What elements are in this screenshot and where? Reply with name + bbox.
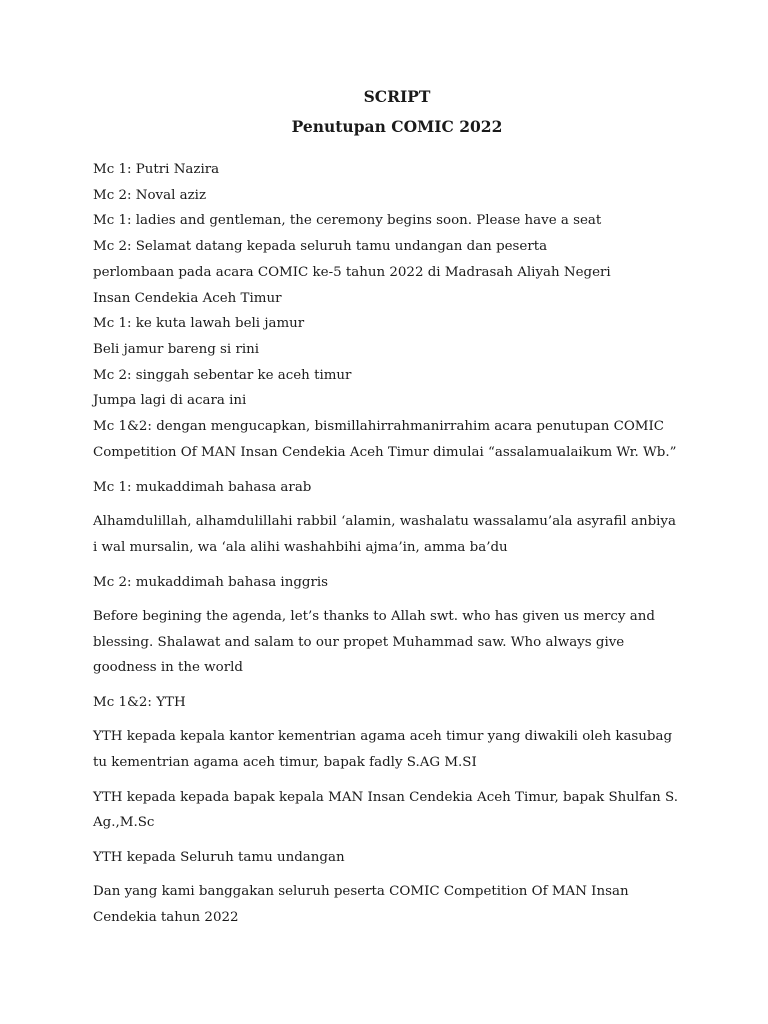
script-line: Mc 1: ke kuta lawah beli jamur [93,316,305,332]
script-paragraph: Before begining the agenda, let’s thanks to Allah swt. who has given us mercy and blessing. Shalawat and salam to our propet Muhammad saw. Who always give goodness in the world [93,609,655,676]
script-body [93,157,683,930]
script-paragraph: YTH kepada kepada bapak kepala MAN Insan Cendekia Aceh Timur, bapak Shulfan S. Ag.,M.Sc [93,789,678,830]
script-line: Beli jamur bareng si rini [93,341,260,357]
script-line: Mc 2: Selamat datang kepada seluruh tamu undangan dan peserta [93,239,548,255]
script-paragraph: Alhamdulillah, alhamdulillahi rabbil ‘alamin, washalatu wassalamu’ala asyrafil anbiya i wal mursalin, wa ‘ala alihi washahbihi ajma’in, amma ba’du [93,514,676,555]
script-paragraph: YTH kepada kepala kantor kementrian agama aceh timur yang diwakili oleh kasubag tu kementrian agama aceh timur, bapak fadly S.AG M.SI [93,729,673,770]
script-line: Competition Of MAN Insan Cendekia Aceh Timur dimulai “assalamualaikum Wr. Wb.” [93,444,677,460]
script-paragraph: YTH kepada Seluruh tamu undangan [93,849,345,865]
script-line-mc1-name: Mc 1: Putri Nazira [93,162,220,177]
document-subtitle: Penutupan COMIC 2022 [291,117,503,136]
script-line-mc2-name: Mc 2: Noval aziz [93,187,206,203]
script-line: Jumpa lagi di acara ini [93,393,247,409]
script-line: Mc 1&2: dengan mengucapkan, bismillahirrahmanirrahim acara penutupan COMIC [93,419,665,435]
script-line: Insan Cendekia Aceh Timur [93,290,282,306]
document-title: SCRIPT [363,87,431,106]
script-line: perlombaan pada acara COMIC ke-5 tahun 2022 di Madrasah Aliyah Negeri [93,264,611,280]
document-page [93,86,683,930]
script-paragraph: Mc 2: mukaddimah bahasa inggris [93,574,329,590]
script-paragraph: Dan yang kami banggakan seluruh peserta COMIC Competition Of MAN Insan Cendekia tahun 2022 [93,884,629,925]
script-line: Mc 2: singgah sebentar ke aceh timur [93,367,352,383]
script-paragraph: Mc 1: mukaddimah bahasa arab [93,479,312,495]
script-line: Mc 1: ladies and gentleman, the ceremony begins soon. Please have a seat [93,213,602,229]
script-paragraph: Mc 1&2: YTH [93,694,186,710]
